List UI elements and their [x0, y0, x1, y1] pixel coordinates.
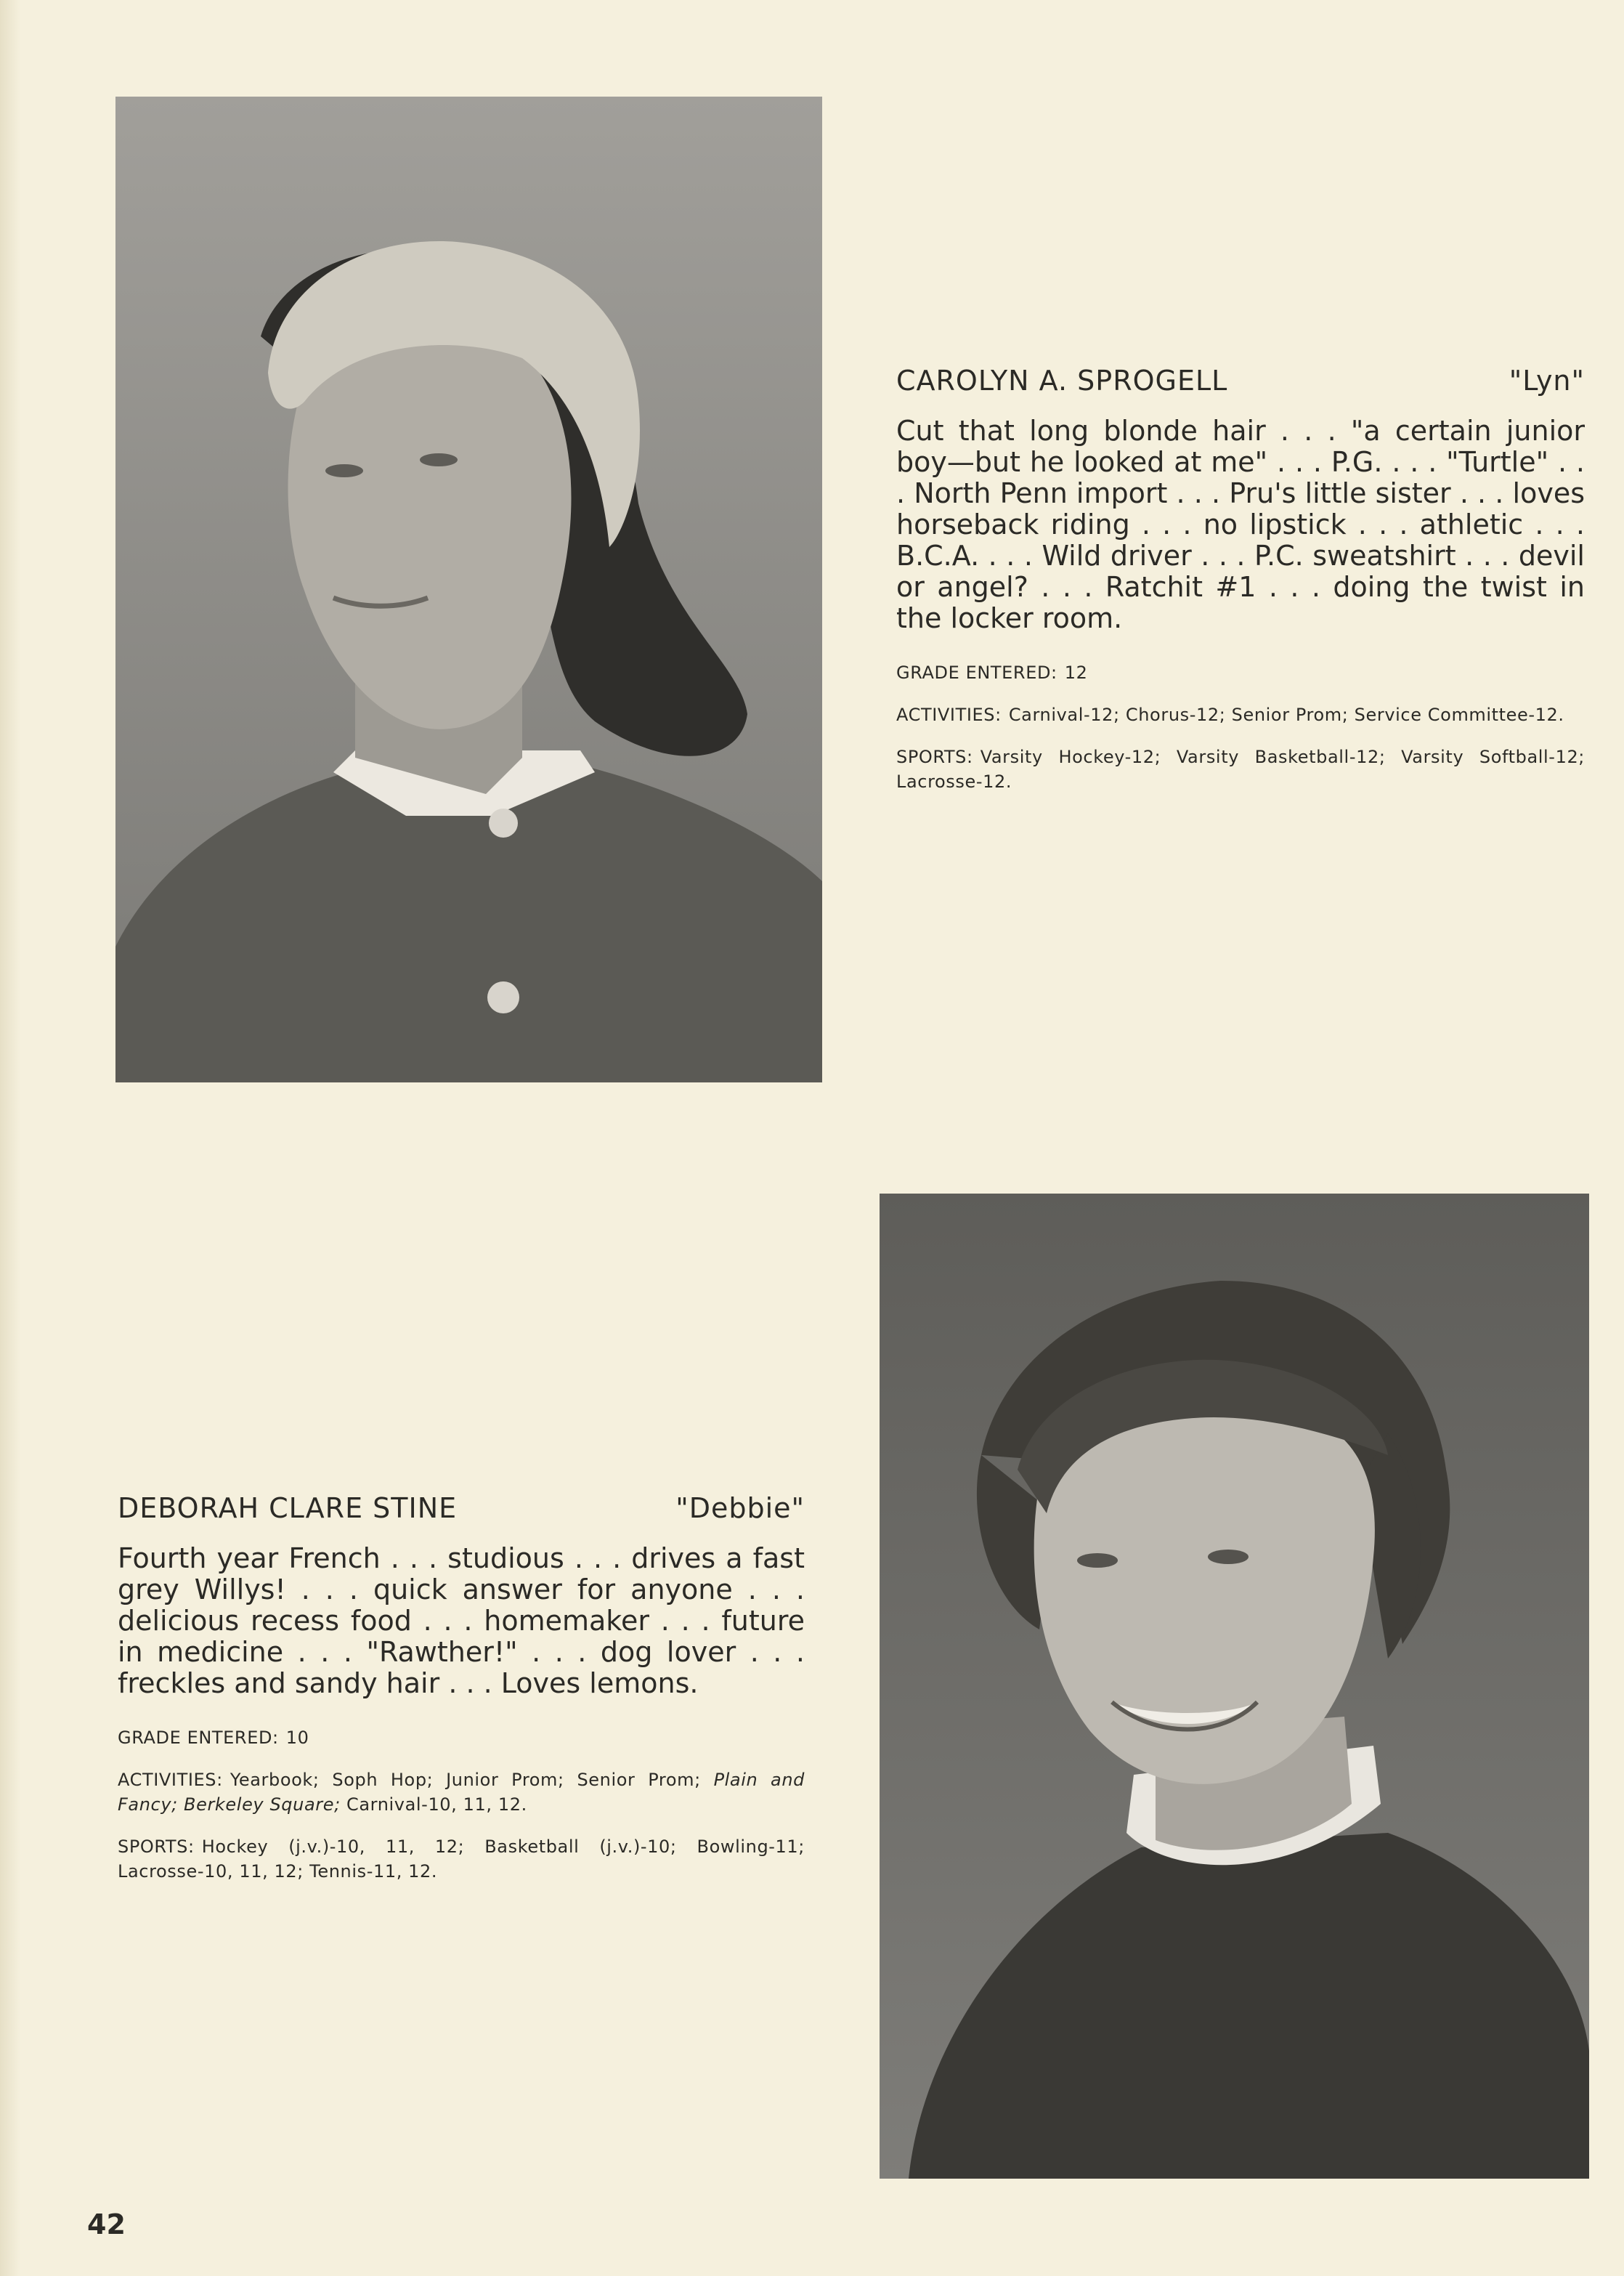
sports-value: Hockey (j.v.)-10, 11, 12; Basketball (j.v.)-10; Bowling-11; Lacrosse-10, 11, 12; Tennis-11, 12.	[118, 1836, 805, 1882]
portrait-stine-illustration	[880, 1194, 1589, 2179]
student-name: CAROLYN A. SPROGELL	[896, 365, 1228, 397]
student-entry-sprogell	[896, 365, 1585, 811]
activities-value: Carnival-12; Chorus-12; Senior Prom; Service Committee-12.	[1008, 705, 1564, 725]
portrait-photo-stine	[880, 1194, 1589, 2179]
student-nickname: "Debbie"	[675, 1492, 805, 1524]
grade-entered-label: GRADE ENTERED:	[896, 663, 1057, 683]
activities-part2: Carnival-10, 11, 12.	[346, 1794, 527, 1815]
portrait-sprogell-illustration	[115, 97, 822, 1082]
grade-entered	[896, 660, 1585, 685]
student-name: DEBORAH CLARE STINE	[118, 1492, 458, 1524]
activities-italic: Plain and Fancy; Berkeley Square;	[118, 1770, 805, 1815]
grade-entered	[118, 1725, 805, 1750]
activities	[896, 702, 1585, 727]
student-bio: Cut that long blonde hair . . . "a certain junior boy—but he looked at me" . . . P.G. . . . "Turtle" . . . North Penn import . . . Pru's little sister . . . loves horseback riding . . . no lipstick . . . athletic . . . B.C.A. . . . Wild driver . . . P.C. sweatshirt . . . devil or angel? . . . Ratchit #1 . . . doing the twist in the locker room.	[896, 415, 1585, 634]
activities-label: ACTIVITIES:	[118, 1770, 223, 1790]
student-entry-stine	[118, 1492, 805, 1901]
student-nickname: "Lyn"	[1509, 365, 1585, 397]
portrait-photo-sprogell	[115, 97, 822, 1082]
page-edge	[0, 0, 20, 2276]
name-row	[118, 1492, 805, 1524]
activities-part1: Yearbook; Soph Hop; Junior Prom; Senior Prom;	[230, 1770, 701, 1790]
sports-label: SPORTS:	[896, 747, 973, 767]
name-row	[896, 365, 1585, 397]
grade-entered-label: GRADE ENTERED:	[118, 1728, 279, 1748]
grade-entered-value: 12	[1064, 663, 1088, 683]
activities-label: ACTIVITIES:	[896, 705, 1002, 725]
grade-entered-value: 10	[285, 1728, 309, 1748]
sports-label: SPORTS:	[118, 1836, 195, 1857]
sports	[118, 1834, 805, 1884]
student-bio: Fourth year French . . . studious . . . drives a fast grey Willys! . . . quick answer for anyone . . . delicious recess food . . . homemaker . . . future in medicine . . . "Rawther!" . . . dog lover . . . freckles and sandy hair . . . Loves lemons.	[118, 1542, 805, 1699]
activities	[118, 1767, 805, 1817]
page-number: 42	[87, 2208, 126, 2240]
sports	[896, 745, 1585, 794]
sports-value: Varsity Hockey-12; Varsity Basketball-12; Varsity Softball-12; Lacrosse-12.	[896, 747, 1585, 792]
